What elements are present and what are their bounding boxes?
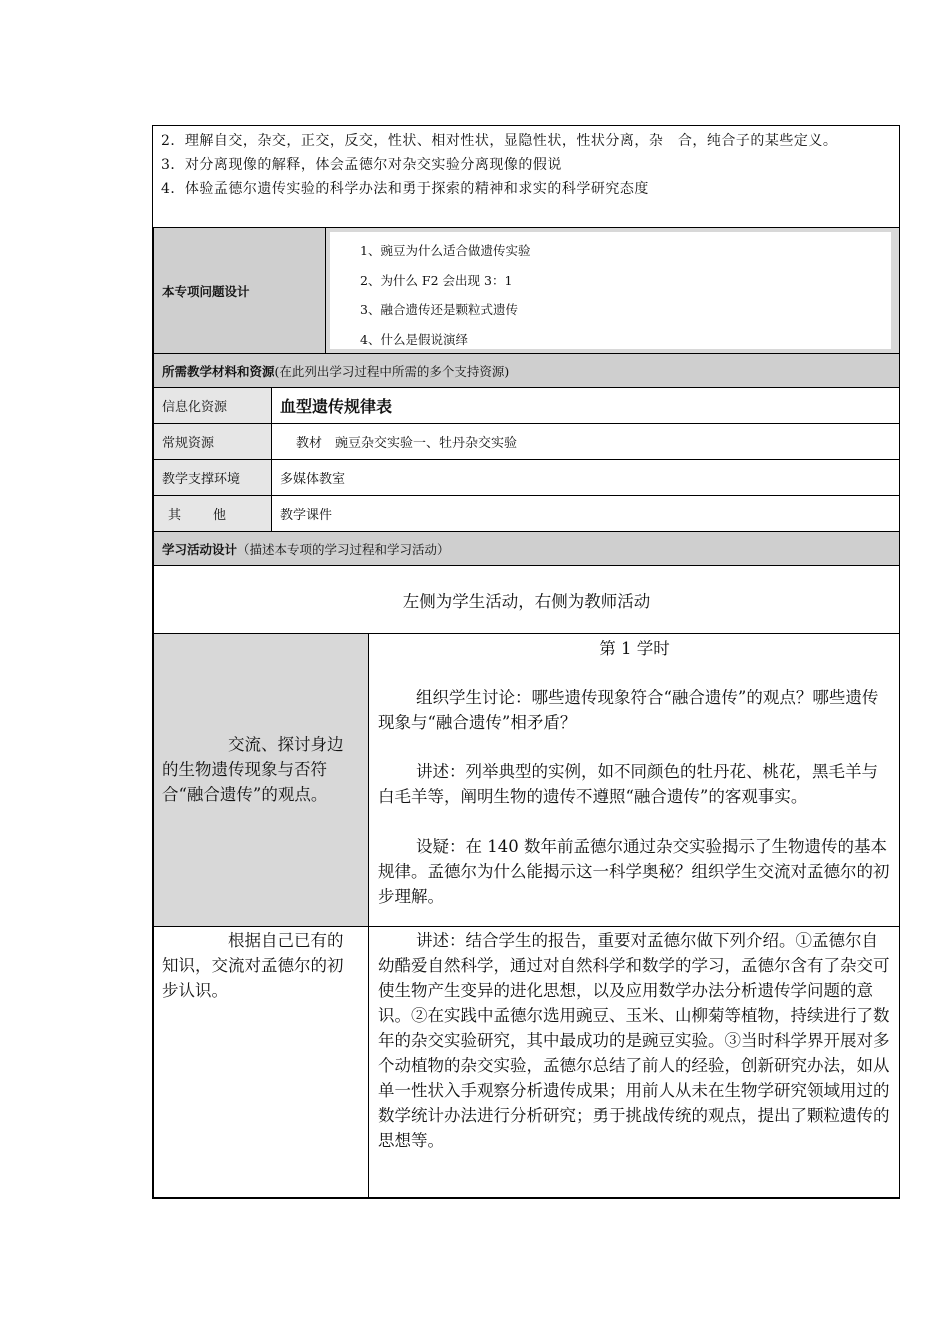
resource-row [152,423,900,459]
resource-key: 信息化资源 [154,388,272,423]
objective-2: 2．理解自交，杂交，正交，反交，性状、相对性状，显隐性状，性状分离，杂 合，纯合子的某些定义。 [161,133,838,149]
objective-3: 3．对分离现像的解释，体会孟德尔对杂交实验分离现像的假说 [161,157,562,173]
problem-design-row [152,227,900,353]
question-item: 2、为什么 F2 会出现 3：1 [360,272,513,288]
resource-value: 血型遗传规律表 [280,397,393,416]
student-activity: 交流、探讨身边的生物遗传现象与否符合“融合遗传”的观点。 [154,634,369,926]
teacher-activity [369,927,899,1197]
materials-header [152,353,900,387]
activities-title: 学习活动设计 [162,541,238,557]
question-item: 3、融合遗传还是颗粒式遗传 [360,302,518,317]
teacher-paragraph: 组织学生讨论：哪些遗传现象符合“融合遗传”的观点？哪些遗传现象与“融合遗传”相矛盾？ [378,688,879,732]
resource-key: 常规资源 [154,424,272,459]
resource-row [152,459,900,495]
resource-key: 教学支撑环境 [154,460,272,495]
resource-value: 教学课件 [280,508,333,523]
resource-value: 多媒体教室 [280,472,346,487]
teacher-paragraph: 讲述：结合学生的报告，重要对孟德尔做下列介绍。①孟德尔自幼酷爱自然科学，通过对自然科学和数学的学习，孟德尔含有了杂交可使生物产生变异的进化思想，以及应用数学办法分析遗传学问题的意识。②在实践中孟德尔选用豌豆、玉米、山柳菊等植物，持续进行了数年的杂交实验研究，其中最成功的是豌豆实验。③当时科学界开展对多个动植物的杂交实验，孟德尔总结了前人的经验，创新研究办法，如从单一性状入手观察分析遗传成果；用前人从未在生物学研究领域用过的数学统计办法进行分析研究；勇于挑战传统的观点，提出了颗粒遗传的思想等。 [378,931,890,1150]
activity-row-2 [152,926,900,1199]
period-label: 第 1 学时 [599,639,670,658]
lesson-plan-table [152,125,900,1199]
activities-banner: 左侧为学生活动，右侧为教师活动 [152,565,900,633]
resource-key: 其 他 [154,496,272,531]
problem-design-label: 本专项问题设计 [154,228,326,353]
question-item: 4、什么是假说演绎 [360,331,468,347]
materials-title: 所需教学材料和资源 [162,363,275,379]
question-item: 1、豌豆为什么适合做遗传实验 [360,243,531,258]
resource-row [152,495,900,531]
resource-row [152,387,900,423]
activities-note: （描述本专项的学习过程和学习活动） [237,541,450,557]
teacher-paragraph: 讲述：列举典型的实例，如不同颜色的牡丹花、桃花，黑毛羊与白毛羊等，阐明生物的遗传不遵照“融合遗传”的客观事实。 [378,762,878,806]
student-activity: 根据自己已有的知识，交流对孟德尔的初步认识。 [154,927,369,1197]
materials-note: (在此列出学习过程中所需的多个支持资源) [274,363,510,379]
teacher-activity [369,634,899,926]
teacher-paragraph: 设疑：在 140 数年前孟德尔通过杂交实验揭示了生物遗传的基本规律。孟德尔为什么能揭示这一科学奥秘？组织学生交流对孟德尔的初步理解。 [378,837,890,906]
activity-row-1 [152,633,900,926]
objective-4: 4．体验孟德尔遗传实验的科学办法和勇于探索的精神和求实的科学研究态度 [161,181,649,197]
activities-header [152,531,900,565]
problem-list [330,232,891,349]
learning-objectives [152,125,900,227]
resource-value: 教材 豌豆杂交实验一、牡丹杂交实验 [296,436,518,451]
